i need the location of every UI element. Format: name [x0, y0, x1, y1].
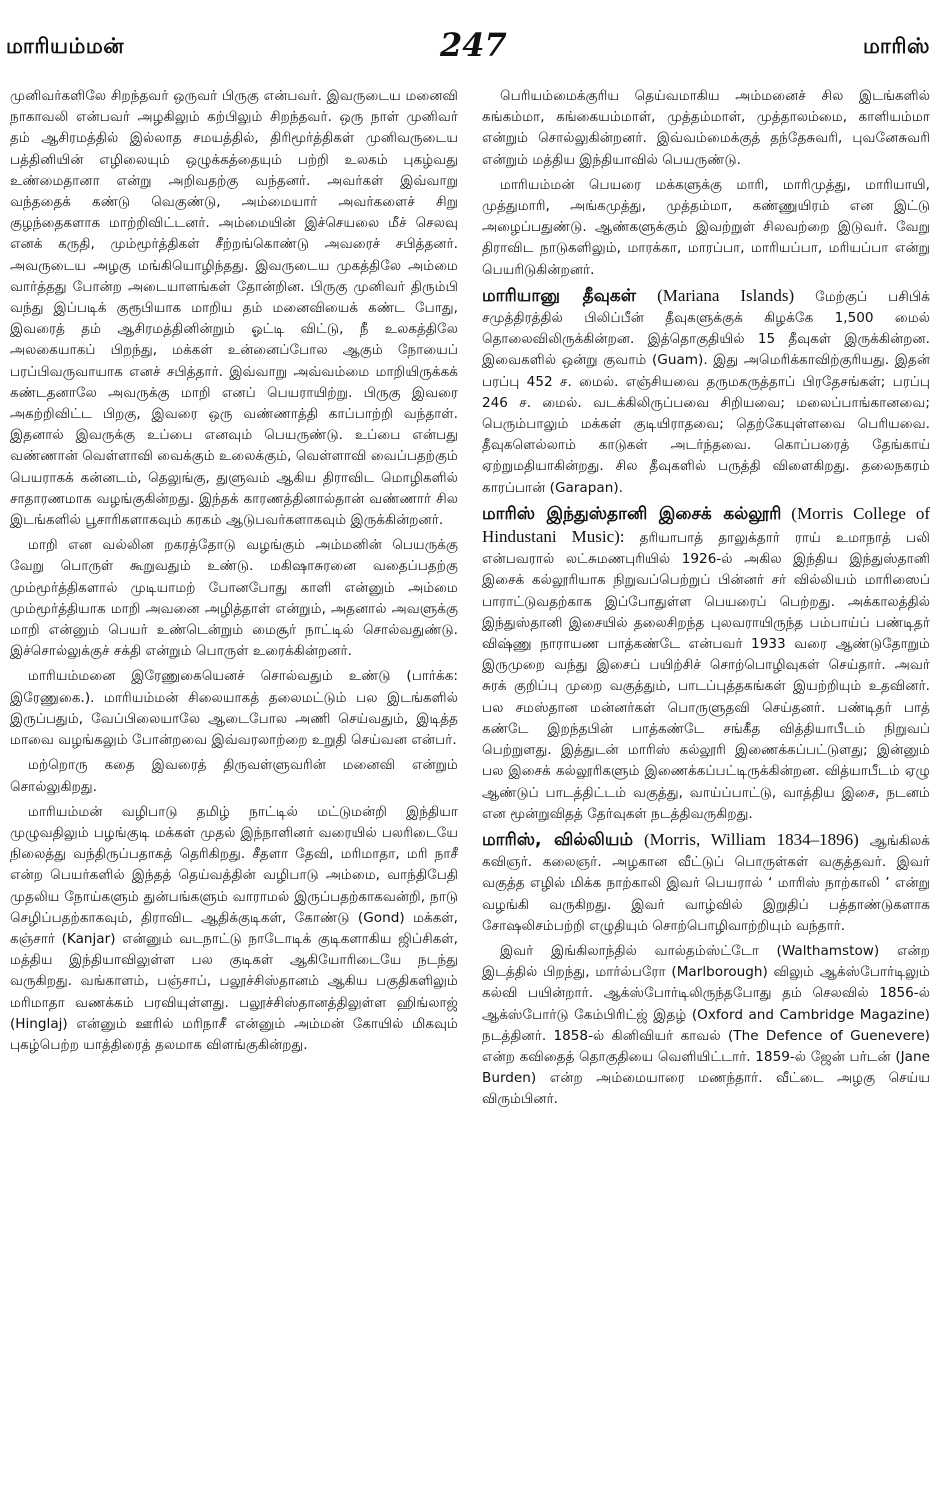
left-column	[10, 86, 458, 1488]
paragraph: மாரியம்மன் வழிபாடு தமிழ் நாட்டில் மட்டுமன்றி இந்தியா முழுவதிலும் பழங்குடி மக்கள் முதல் இந்நாளினர் வரையில் பலரிடையே நிலைத்து வந்திருப்பதாகத் தெரிகிறது. சீதளா தேவி, மரிமாதா, மரி நாசீ என்ற பெயர்களில் இந்தத் தெய்வத்தின் வழிபாடு அம்மை, வாந்திபேதி முதலிய நோய்களும் துன்பங்களும் வாராமல் இருப்பதற்காகவன்றி, நாடு செழிப்பதற்காகவும், திராவிட ஆதிக்குடிகள், கோண்டு (Gond) மக்கள், கஞ்சார் (Kanjar) என்னும் வடநாட்டு நாடோடிக் குடிகளாகிய ஜிப்சிகள், மத்திய இந்தியாவிலுள்ள பல குடிகள் ஆகியோரிடையே நடந்து வருகிறது. வங்காளம், பஞ்சாப், பலூச்சிஸ்தானம் ஆகிய பகுதிகளிலும் மரிமாதா வணக்கம் பரவியுள்ளது. பலூச்சிஸ்தானத்திலுள்ள ஹிங்லாஜ் (Hinglaj) என்னும் ஊரில் மரிநாசீ என்னும் அம்மன் கோயில் மிகவும் புகழ்பெற்ற யாத்திரைத் தலமாக விளங்குகின்றது.	[10, 803, 458, 1053]
paragraph: மற்றொரு கதை இவரைத் திருவள்ளுவரின் மனைவி என்றும் சொல்லுகிறது.	[10, 757, 458, 795]
entry-title: மாரிஸ் இந்துஸ்தானி இசைக் கல்லூரி	[482, 503, 782, 524]
entry-morris-college	[482, 503, 930, 825]
right-column	[482, 86, 930, 1488]
entry-body: தரியாபாத் தாலுக்தார் ராய் உமாநாத் பலி என்பவரால் லட்சுமணபுரியில் 1926-ல் அகில இந்திய இந்துஸ்தானி இசைக் கல்லூரியாக நிறுவப்பெற்றுப் பின்னர் சர் வில்லியம் மாரிஸைப் பாராட்டுவதற்காக இப்போதுள்ள பெயரைப் பெற்றது. அக்காலத்தில் இந்துஸ்தானி இசையில் தலைசிறந்த புலவராயிருந்த பம்பாய்ப் பண்டிதர் விஷ்ணு நாராயண பாத்கண்டே என்பவர் 1933 வரை ஆண்டுதோறும் இருமுறை வந்து இசைப் பயிற்சிச் சொற்பொழிவுகள் செய்தார். அவர் சுரக் குறிப்பு முறை வகுத்தும், பாடப்புத்தகங்கள் இயற்றியும் உதவினர். பல சமஸ்தான மன்னர்கள் பொருளுதவி செய்தனர். பண்டிதர் பாத் கண்டே இறந்தபின் பாத்கண்டே சங்கீத வித்தியாபீடம் நிறுவப் பெற்றுளது. இத்துடன் மாரிஸ் கல்லூரி இணைக்கப்பட்டுளது; இன்னும் பல இசைக் கல்லூரிகளும் இணைக்கப்பட்டிருக்கின்றன. வித்யாபீடம் ஏழு ஆண்டுப் பாடத்திட்டம் வகுத்து, வாய்ப்பாட்டு, வாத்திய இசை, நடனம் என மூன்றுவிதத் தேர்வுகள் நடத்திவருகிறது.	[482, 530, 930, 822]
paragraph: மாரியம்மன் பெயரை மக்களுக்கு மாரி, மாரிமுத்து, மாரியாயி, முத்துமாரி, அங்கமுத்து, முத்தம்மா, கண்ணுயிரம் என இட்டு அழைப்பதுண்டு. ஆண்களுக்கும் இவற்றுள் சிலவற்றை இடுவர். வேறு திராவிட நாடுகளிலும், மாரக்கா, மாரப்பா, மாரியப்பா, மரியப்பா என்று பெயரிடுகின்றனர்.	[482, 176, 930, 278]
entry-mariana-islands	[482, 285, 930, 499]
paragraph: முனிவர்களிலே சிறந்தவர் ஒருவர் பிருகு என்பவர். இவருடைய மனைவி நாகாவலி என்பவர் அழகிலும் கற்பிலும் சிறந்தவர். ஒரு நாள் முனிவர் தம் ஆசிரமத்தில் இல்லாத சமயத்தில், திரிமூர்த்திகள் முனிவருடைய பத்தினியின் எழிலையும் ஒழுக்கத்தையும் பற்றி உலகம் புகழ்வது உண்மைதானா என்று அறிவதற்கு வந்தனர். அவர்கள் இவ்வாறு வந்ததைக் கண்டு வெகுண்டு, அம்மையார் அவர்களைச் சிறு குழந்தைகளாக மாற்றிவிட்டனர். அம்மையின் இச்செயலை மீச் செலவு எனக் கருதி, மும்மூர்த்திகள் சீற்றங்கொண்டு அவரைச் சபித்தனர். அவருடைய அழகு மங்கியொழிந்தது. இவருடைய முகத்திலே அம்மை வார்த்தது போன்ற அடையாளங்கள் தோன்றின. பிருகு முனிவர் திரும்பி வந்து இப்படிக் குரூபியாக மாறிய தம் மனைவியைக் கண்ட போது, இவரைத் தம் ஆசிரமத்தினின்றும் ஓட்டி விட்டு, நீ உலகத்திலே அலகையாகப் பிறந்து, மக்கள் உன்னைப்போல ஆகும் நோயைப் பரப்பிவருவாயாக எனச் சபித்தார். இவ்வாறு அவ்வம்மை மாறியிருக்கக் கண்டதனாலே அவருக்கு மாறி எனப் பெயராயிற்று. பிருகு இவரை அகற்றிவிட்ட பிறகு, இவரை ஒரு வண்ணாத்தி காப்பாற்றி வந்தாள். இதனால் இவருக்கு உப்பை எனவும் பெயருண்டு. உப்பை என்பது வண்ணான் வெள்ளாவி வைக்கும் உலைக்கும், வெள்ளாவி வைப்பதற்கும் பெயராகக் கன்னடம், தெலுங்கு, துளுவம் ஆகிய திராவிட மொழிகளில் சாதாரணமாக வழங்குகின்றது. இந்தக் காரணத்தினால்தான் வண்ணார் சில இடங்களில் பூசாரிகளாகவும் கரகம் ஆடுபவர்களாகவும் இருக்கின்றனர்.	[10, 88, 458, 529]
entry-title-english: (Morris, William 1834–1896)	[644, 829, 859, 849]
entry-title: மாரிஸ், வில்லியம்	[482, 829, 634, 850]
entry-body: ஆங்கிலக் கவிஞர். கலைஞர். அழகான வீட்டுப் பொருள்கள் வகுத்தவர். இவர் வகுத்த எழில் மிக்க நாற்காலி இவர் பெயரால் ‘ மாரிஸ் நாற்காலி ’ என்று வழங்கி வருகிறது. இவர் வாழ்வில் இறுதிப் பத்தாண்டுகளாக சோஷலிசம்பற்றி எழுதியும் சொற்பொழிவாற்றியும் வந்தார்.	[482, 832, 930, 934]
entry-title: மாரியானு தீவுகள்	[482, 285, 637, 306]
page-number: 247	[440, 26, 507, 64]
page-header	[0, 0, 940, 80]
entry-title-english: (Mariana Islands)	[657, 285, 795, 305]
paragraph: மாரியம்மனை இரேணுகையெனச் சொல்வதும் உண்டு (பார்க்க: இரேணுகை.). மாரியம்மன் சிலையாகத் தலைமட்டும் பல இடங்களில் இருப்பதும், வேப்பிலையாலே ஆடைபோல அணி செய்வதும், இடித்த மாவை வழங்கலும் போன்றவை இவ்வரலாற்றை உறுதி செய்வன என்பர்.	[10, 668, 458, 749]
running-head-left: மாரியம்மன்	[6, 34, 125, 58]
entry-title-english: (Morris College of Hindustani Music):	[482, 503, 930, 547]
running-head-right: மாரிஸ்	[862, 34, 930, 58]
paragraph: இவர் இங்கிலாந்தில் வால்தம்ஸ்ட்டோ (Walthamstow) என்ற இடத்தில் பிறந்து, மார்ல்பரோ (Marlborough) விலும் ஆக்ஸ்போர்டிலும் கல்வி பயின்றார். ஆக்ஸ்போர்டிலிருந்தபோது தம் செலவில் 1856-ல் ஆக்ஸ்போர்டு கேம்பிரிட்ஜ் இதழ் (Oxford and Cambridge Magazine) நடத்தினர். 1858-ல் கினிவியர் காவல் (The Defence of Guenevere) என்ற கவிதைத் தொகுதியை வெளியிட்டார். 1859-ல் ஜேன் பர்டன் (Jane Burden) என்ற அம்மையாரை மணந்தார். வீட்டை அழகு செய்ய விரும்பினர்.	[482, 942, 930, 1108]
entry-william-morris	[482, 829, 930, 937]
paragraph: பெரியம்மைக்குரிய தெய்வமாகிய அம்மனைச் சில இடங்களில் கங்கம்மா, கங்கையம்மாள், முத்தம்மாள், முத்தாலம்மை, காளியம்மா என்றும் சொல்லுகின்றனர். இவ்வம்மைக்குத் தந்தேசுவரி, புவனேசுவரி என்றும் மத்திய இந்தியாவில் பெயருண்டு.	[482, 88, 930, 168]
paragraph: மாறி என வல்லின றகரத்தோடு வழங்கும் அம்மனின் பெயருக்கு வேறு பொருள் கூறுவதும் உண்டு. மகிஷாசுரனை வதைப்பதற்கு மும்மூர்த்திகளால் முடியாமற் போனபோது காளி என்னும் அம்மை மும்மூர்த்தியாக மாறி அவனை அழித்தாள் என்றும், அதனால் அவளுக்கு மாறி என்னும் பெயர் உண்டென்றும் மைசூர் நாட்டில் சொல்வதுண்டு. இச்சொல்லுக்குச் சக்தி என்றும் பொருள் உரைக்கின்றனர்.	[10, 537, 458, 660]
entry-body: மேற்குப் பசிபிக் சமுத்திரத்தில் பிலிப்பீன் தீவுகளுக்குக் கிழக்கே 1,500 மைல் தொலைவிலிருக்கின்றன. இத்தொகுதியில் 15 தீவுகள் இருக்கின்றன. இவைகளில் ஒன்று குவாம் (Guam). இது அமெரிக்காவிற்குரியது. இதன் பரப்பு 452 ச. மைல். எஞ்சியவை தருமகருத்தாப் பிரதேசங்கள்; பரப்பு 246 ச. மைல். வடக்கிலிருப்பவை சிறியவை; மலைப்பாங்கானவை; பெரும்பாலும் மக்கள் குடியிராதவை; தெற்கேயுள்ளவை பெரியவை. தீவுகளெல்லாம் காடுகள் அடர்ந்தவை. கொப்பரைத் தேங்காய் ஏற்றுமதியாகின்றது. சில தீவுகளில் பருத்தி விளைகிறது. தலைநகரம் காரப்பான் (Garapan).	[482, 288, 930, 496]
